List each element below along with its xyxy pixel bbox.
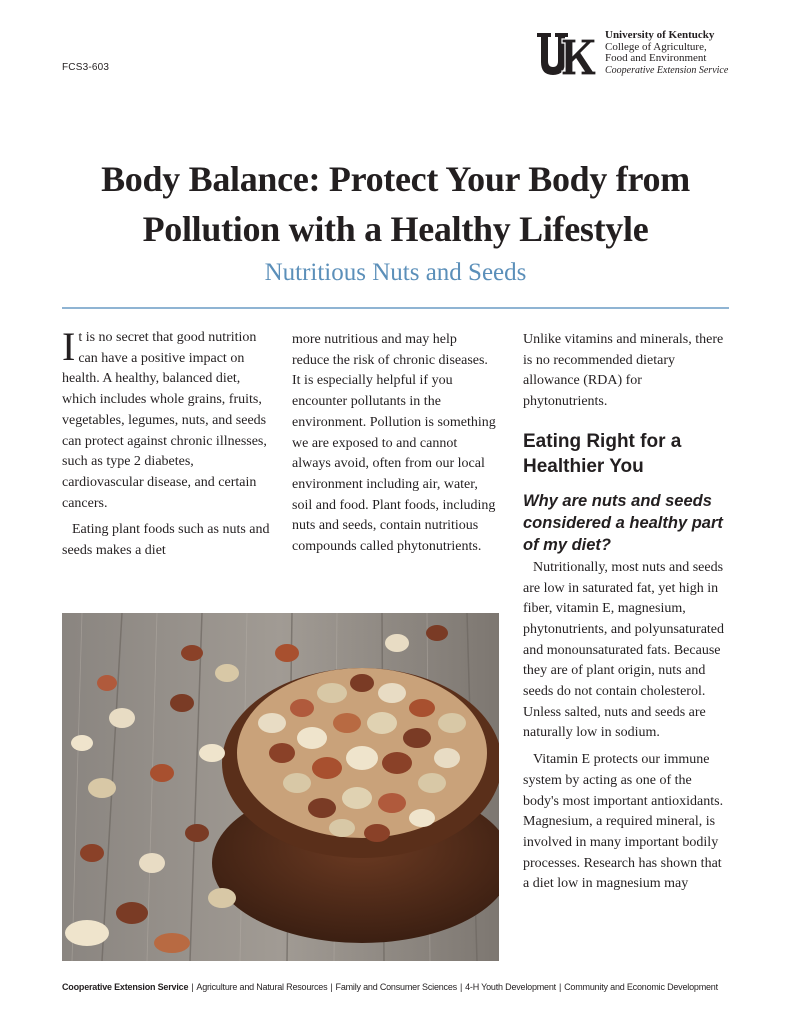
footer	[62, 982, 718, 992]
title-divider	[62, 307, 729, 309]
paragraph-phytonutrients: more nutritious and may help reduce the risk of chronic diseases. It is especially helpful if you encounter pollutants in the environment. Pollution is something we are exposed to and cannot always avoid, often from our local environment including air, water, soil and food. Plant foods, including nuts and seeds, contain nutritious compounds called phytonutrients.	[292, 332, 496, 555]
publication-code: FCS3-603	[62, 62, 110, 73]
paragraph-vitamin-e: Vitamin E protects our immune system by acting as one of the body's most important antioxidants. Magnesium, a required mineral, is involved in many important bodily processes. Research has shown that a diet low in magnesium may	[523, 752, 724, 892]
drop-cap: I	[62, 324, 76, 369]
footer-separator: |	[459, 982, 463, 992]
paragraph-plant-foods: Eating plant foods such as nuts and seeds makes a diet	[62, 522, 270, 559]
footer-item: Agriculture and Natural Resources	[196, 982, 328, 992]
page-title	[0, 154, 791, 254]
footer-item: Community and Economic Development	[564, 982, 718, 992]
title-line-1: Body Balance: Protect Your Body from	[101, 159, 690, 199]
page-subtitle: Nutritious Nuts and Seeds	[264, 259, 527, 286]
title-line-2: Pollution with a Healthy Lifestyle	[142, 209, 649, 249]
university-name: University of Kentucky	[605, 29, 715, 41]
footer-separator: |	[330, 982, 333, 992]
column-2	[292, 330, 497, 558]
footer-lead: Cooperative Extension Service	[62, 982, 189, 992]
column-3	[523, 330, 729, 895]
intro-text: t is no secret that good nutrition can have a positive impact on health. A healthy, balanced diet, which includes whole grains, fruits, vegetables, legumes, nuts, and seeds can protect against chronic illnesses, such as type 2 diabetes, cardiovascular disease, and certain cancers.	[62, 330, 267, 511]
paragraph-nutrition: Nutritionally, most nuts and seeds are low in saturated fat, yet high in fiber, vitamin E, magnesium, phytonutrients, and polyunsaturated and monounsaturated fats. Because they are of plant origin, nuts and seeds do not contain cholesterol. Unless salted, nuts and seeds are naturally low in sodium.	[523, 559, 725, 741]
intro-paragraph	[62, 324, 270, 514]
footer-item: Family and Consumer Sciences	[335, 982, 457, 992]
footer-separator: |	[191, 982, 194, 992]
footer-item: 4-H Youth Development	[465, 982, 556, 992]
college-line1: College of Agriculture,	[605, 40, 707, 53]
footer-separator: |	[558, 982, 562, 992]
column-1	[62, 324, 270, 562]
nuts-bowl-illustration	[62, 613, 499, 961]
uk-logo-mark	[536, 31, 596, 77]
college-line2: Food and Environment	[605, 52, 707, 64]
paragraph-rda: Unlike vitamins and minerals, there is no recommended dietary allowance (RDA) for phytonutrients.	[523, 332, 724, 410]
uk-logo	[536, 30, 736, 80]
question-heading: Why are nuts and seeds considered a healthy part of my diet?	[523, 491, 723, 554]
extension-service: Cooperative Extension Service	[605, 64, 729, 76]
nuts-bowl-photo	[62, 613, 499, 961]
section-heading: Eating Right for a Healthier You	[523, 430, 682, 477]
